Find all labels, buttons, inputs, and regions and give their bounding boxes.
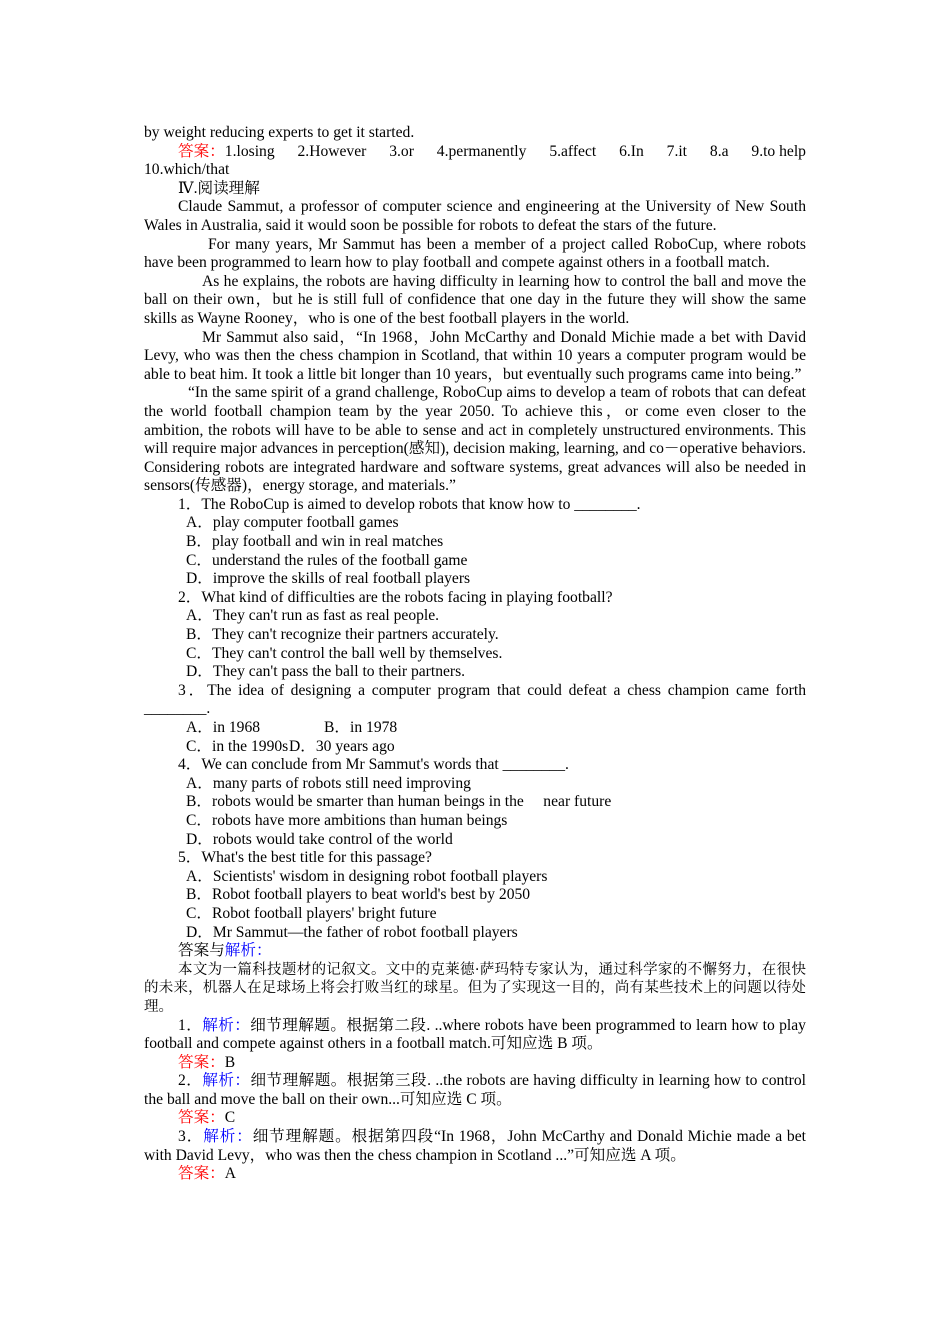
explanation-3-answer: 答案：A	[178, 1165, 237, 1183]
question-1-option-c: C．understand the rules of the football game	[186, 551, 468, 569]
answer-label: 答案：	[178, 142, 225, 160]
question-4-option-b: B．robots would be smarter than human beings in the near future	[186, 793, 612, 811]
question-2-option-a: A．They can't run as fast as real people.	[186, 607, 440, 625]
explanation-2: 2．解析：细节理解题。根据第三段. ..the robots are having difficulty in learning how to control the ball and move the ball on their own...可知应选 C 项。	[144, 1072, 806, 1108]
question-1-option-b: B．play football and win in real matches	[186, 533, 444, 551]
question-5-option-a: A．Scientists' wisdom in designing robot football players	[186, 867, 548, 885]
question-4-option-c: C．robots have more ambitions than human beings	[186, 811, 508, 829]
question-2-stem: 2．What kind of difficulties are the robots facing in playing football?	[178, 588, 613, 606]
cloze-answers: 答案：1.losing 2.However 3.or 4.permanently 5.affect 6.In 7.it 8.a 9.to help	[178, 142, 806, 160]
question-2-option-d: D．They can't pass the ball to their partners.	[186, 663, 466, 681]
explanation-3: 3．解析：细节理解题。根据第四段“In 1968，John McCarthy and Donald Michie made a bet with David Levy，who was then the chess champion in Scotland ...”可知应选 A 项。	[144, 1128, 806, 1164]
question-3-options-row-1	[144, 719, 806, 738]
question-5-option-c: C．Robot football players' bright future	[186, 904, 437, 922]
passage-paragraph-5: “In the same spirit of a grand challenge, RoboCup aims to develop a team of robots that can defeat the world football champion team by the year 2050. To achieve this，or come even closer to the ambition, the robots will have to be able to sense and act in completely unstructured environments. This will require major advances in perception(感知), decision making, learning, and co－operative behaviors. Considering robots are integrated hardware and software systems, great advances will also be needed in sensors(传感器)，energy storage, and materials.”	[144, 384, 806, 495]
analysis-heading: 答案与解析：	[178, 942, 272, 960]
explanation-1: 1．解析：细节理解题。根据第二段. ..where robots have been programmed to learn how to play football and compete against others in a football match.可知应选 B 项。	[144, 1016, 806, 1053]
question-3-stem: 3．The idea of designing a computer program that could defeat a chess champion came forth ________.	[144, 681, 806, 718]
passage-paragraph-1: Claude Sammut, a professor of computer science and engineering at the University of New South Wales in Australia, said it would soon be possible for robots to defeat the stars of the future.	[144, 198, 806, 234]
question-4-option-d: D．robots would take control of the world	[186, 830, 453, 848]
question-1-option-d: D．improve the skills of real football players	[186, 570, 471, 588]
question-5-option-d: D．Mr Sammut—the father of robot football players	[186, 923, 518, 941]
question-2-option-b: B．They can't recognize their partners accurately.	[186, 626, 499, 644]
top-line: by weight reducing experts to get it started.	[144, 124, 415, 141]
passage-paragraph-4: Mr Sammut also said，“In 1968，John McCarthy and Donald Michie made a bet with David Levy, who was then the chess champion in Scotland, that within 10 years a computer program would be able to beat him. It took a little bit longer than 10 years，but eventually such programs came into being.”	[144, 328, 806, 383]
question-5-stem: 5．What's the best title for this passage?	[178, 849, 432, 867]
document-page	[144, 124, 806, 1184]
explanation-1-answer: 答案：B	[178, 1053, 236, 1071]
passage-paragraph-2: For many years, Mr Sammut has been a member of a project called RoboCup, where robots have been programmed to learn how to play football and compete against others in a football match.	[144, 235, 806, 272]
question-5-option-b: B．Robot football players to beat world's best by 2050	[186, 886, 531, 904]
analysis-summary: 本文为一篇科技题材的记叙文。文中的克莱德·萨玛特专家认为，通过科学家的不懈努力，在很快的未来，机器人在足球场上将会打败当红的球星。但为了实现这一目的，尚有某些技术上的问题以待处理。	[144, 961, 806, 1015]
question-2-option-c: C．They can't control the ball well by themselves.	[186, 644, 503, 662]
question-4-stem: 4．We can conclude from Mr Sammut's words that ________.	[178, 756, 569, 774]
question-3-option-d: D．30 years ago	[289, 737, 395, 755]
passage-paragraph-3: As he explains, the robots are having difficulty in learning how to control the ball and move the ball on their own，but he is still full of confidence that one day in the future they will show the same skills as Wayne Rooney，who is one of the best football players in the world.	[144, 272, 806, 327]
question-3-option-c: C．in the 1990s	[186, 737, 289, 755]
question-3-option-a: A．in 1968	[186, 719, 261, 736]
question-3-options-row-2	[144, 738, 806, 757]
question-4-option-a: A．many parts of robots still need improving	[186, 774, 471, 792]
question-1-stem: 1．The RoboCup is aimed to develop robots that know how to ________.	[178, 495, 641, 513]
cloze-answer-last: 10.which/that	[144, 161, 230, 179]
explanation-2-answer: 答案：C	[178, 1109, 236, 1127]
section-title: Ⅳ.阅读理解	[178, 179, 260, 197]
question-3-option-b: B．in 1978	[324, 719, 398, 736]
question-1-option-a: A．play computer football games	[186, 514, 399, 532]
